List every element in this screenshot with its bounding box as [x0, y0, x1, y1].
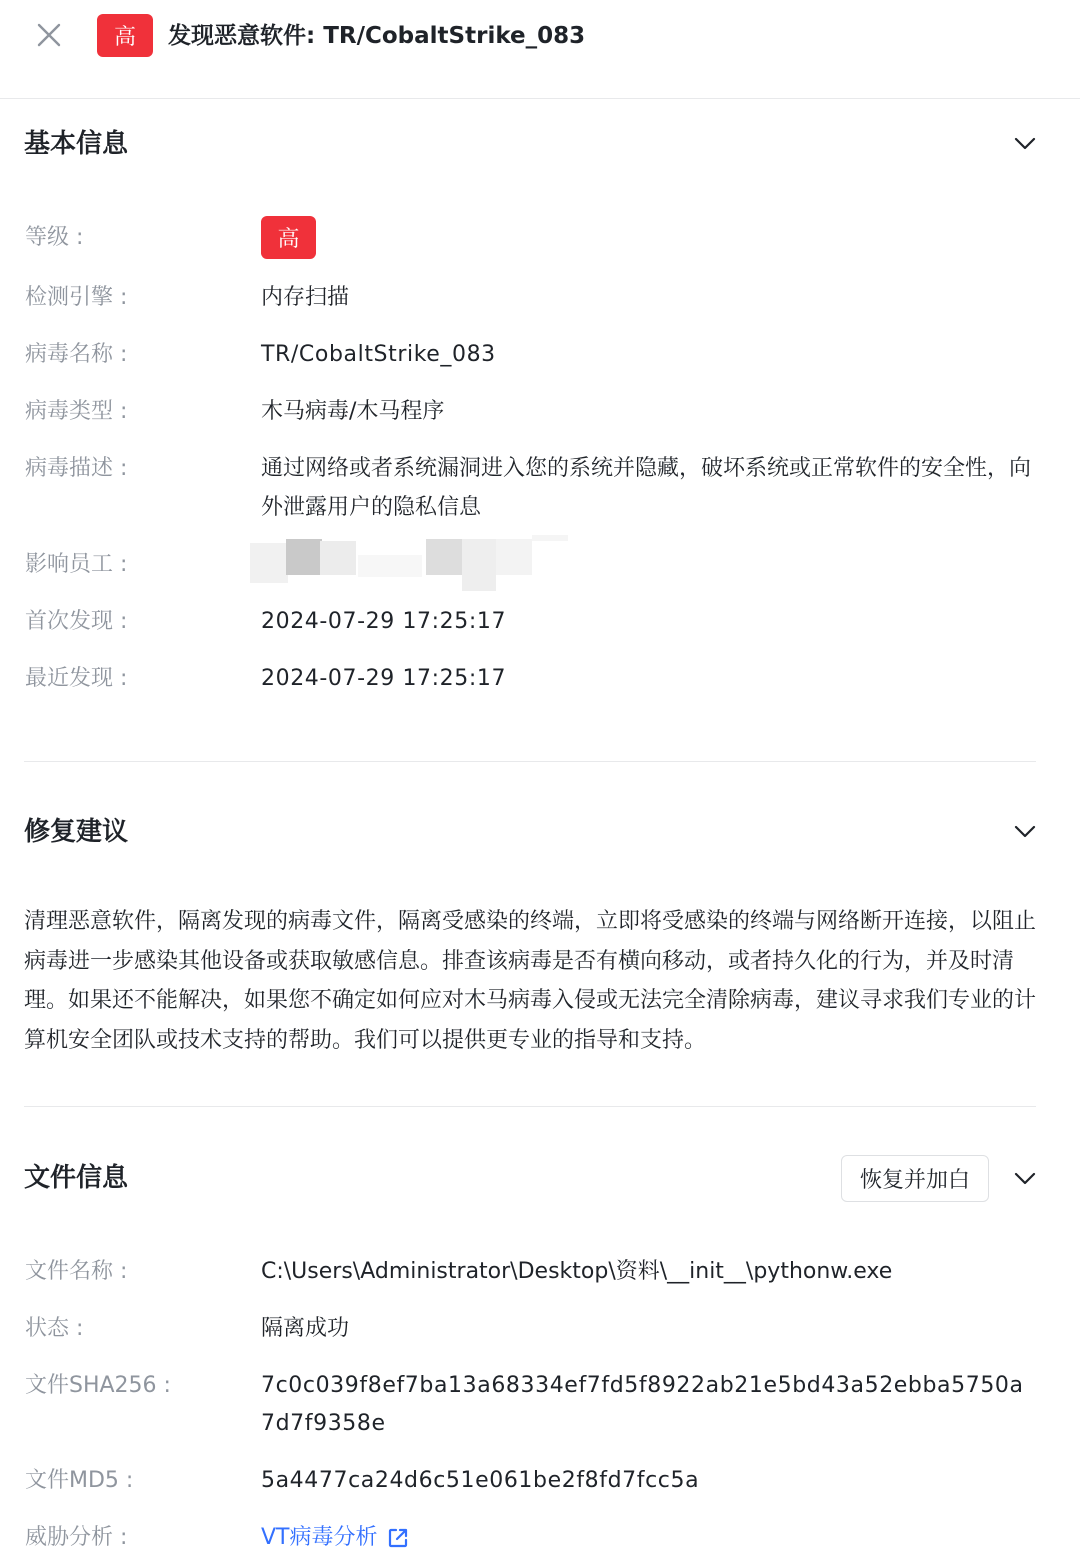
employee-label: 影响员工 : [25, 552, 128, 577]
chevron-down-icon [1010, 129, 1040, 159]
engine-label: 检测引擎 : [25, 285, 128, 310]
last-found-value: 2024-07-29 17:25:17 [261, 666, 507, 691]
level-label: 等级 : [25, 225, 84, 250]
virus-type-value: 木马病毒/木马程序 [261, 399, 445, 424]
collapse-remediation-button[interactable] [1010, 817, 1040, 847]
virus-name-value: TR/CobaltStrike_083 [261, 342, 496, 367]
restore-and-whitelist-button[interactable]: 恢复并加白 [841, 1155, 989, 1202]
collapse-basic-info-button[interactable] [1010, 129, 1040, 159]
file-name-label: 文件名称 : [25, 1259, 128, 1284]
file-name-value: C:\Users\Administrator\Desktop\资料\__init__\pythonw.exe [261, 1259, 893, 1284]
virus-name-label: 病毒名称 : [25, 342, 128, 367]
first-found-value: 2024-07-29 17:25:17 [261, 609, 507, 634]
status-value: 隔离成功 [261, 1316, 350, 1341]
section-title-remediation: 修复建议 [24, 817, 129, 847]
chevron-down-icon [1010, 817, 1040, 847]
page-title: 发现恶意软件: TR/CobaltStrike_083 [168, 23, 586, 49]
redacted-employee [250, 535, 570, 591]
md5-label: 文件MD5 : [25, 1468, 134, 1493]
external-link-icon [386, 1526, 410, 1550]
divider [24, 761, 1036, 762]
status-label: 状态 : [25, 1316, 84, 1341]
virus-type-label: 病毒类型 : [25, 399, 128, 424]
close-icon [34, 20, 64, 50]
drawer-header [0, 0, 1080, 99]
collapse-file-info-button[interactable] [1010, 1164, 1040, 1194]
severity-badge: 高 [97, 14, 153, 57]
chevron-down-icon [1010, 1164, 1040, 1194]
last-found-label: 最近发现 : [25, 666, 128, 691]
divider [24, 1106, 1036, 1107]
virus-desc-value: 通过网络或者系统漏洞进入您的系统并隐藏，破坏系统或正常软件的安全性，向外泄露用户的隐私信息 [261, 456, 1032, 520]
sha256-value-line2: 7d7f9358e [261, 1411, 386, 1436]
remediation-text: 清理恶意软件，隔离发现的病毒文件，隔离受感染的终端，立即将受感染的终端与网络断开连接，以阻止病毒进一步感染其他设备或获取敏感信息。排查该病毒是否有横向移动，或者持久化的行为，并及时清理。如果还不能解决，如果您不确定如何应对木马病毒入侵或无法完全清除病毒，建议寻求我们专业的计算机安全团队或技术支持的帮助。我们可以提供更专业的指导和支持。 [24, 909, 1037, 1053]
sha256-value-line1: 7c0c039f8ef7ba13a68334ef7fd5f8922ab21e5bd43a52ebba5750a [261, 1373, 1024, 1398]
first-found-label: 首次发现 : [25, 609, 128, 634]
virus-desc-label: 病毒描述 : [25, 456, 128, 481]
md5-value: 5a4477ca24d6c51e061be2f8fd7fcc5a [261, 1468, 700, 1493]
vt-analysis-link-label: VT病毒分析 [261, 1525, 378, 1550]
vt-analysis-link[interactable] [261, 1522, 410, 1554]
threat-analysis-label: 威胁分析 : [25, 1525, 128, 1550]
section-title-file-info: 文件信息 [24, 1163, 129, 1193]
section-title-basic-info: 基本信息 [24, 129, 129, 159]
sha256-label: 文件SHA256 : [25, 1373, 171, 1398]
engine-value: 内存扫描 [261, 285, 350, 310]
close-button[interactable] [34, 20, 64, 50]
level-badge: 高 [261, 216, 316, 259]
